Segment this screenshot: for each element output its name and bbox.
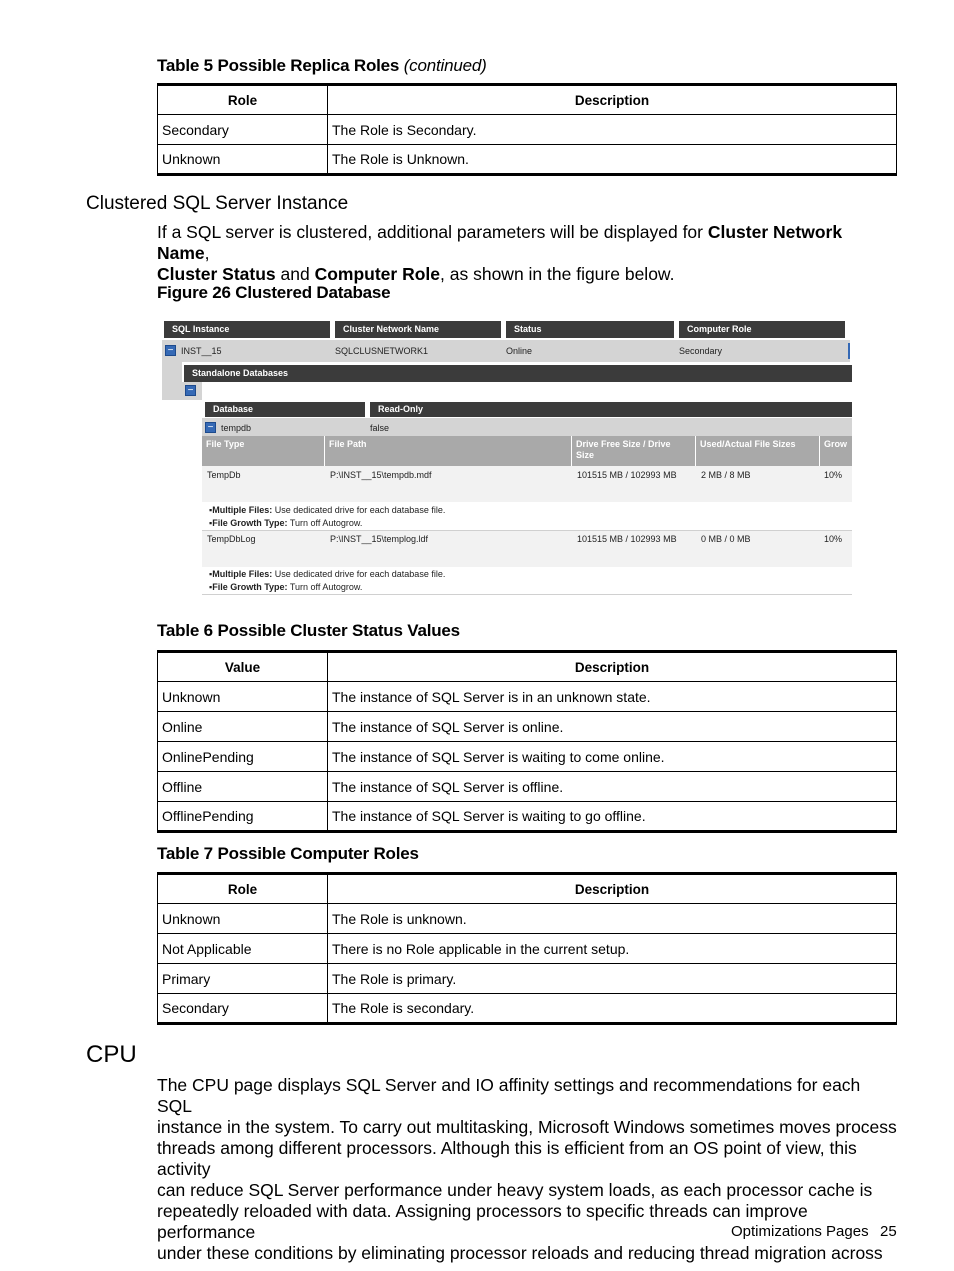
- collapse-icon[interactable]: −: [185, 385, 196, 396]
- read-only-value: false: [370, 423, 390, 433]
- col-header-status: Status: [506, 321, 674, 338]
- instance-name: INST__15: [181, 346, 222, 356]
- paragraph-line: instance in the system. To carry out multitasking, Microsoft Windows sometimes moves process: [157, 1117, 897, 1137]
- scroll-edge: [848, 343, 850, 359]
- table6: [157, 650, 897, 833]
- table-row: [158, 964, 897, 994]
- page-number: 25: [880, 1223, 897, 1240]
- table-row: [158, 904, 897, 934]
- para-text: , as shown in the figure below.: [440, 264, 675, 284]
- table-cell: The Role is secondary.: [328, 994, 897, 1024]
- table-cell: The instance of SQL Server is waiting to go offline.: [328, 802, 897, 832]
- table-cell: Secondary: [158, 115, 328, 145]
- collapse-icon[interactable]: −: [165, 345, 176, 356]
- recommendation: ▪File Growth Type: Turn off Autogrow.: [209, 518, 363, 528]
- col-header-cluster-network-name: Cluster Network Name: [335, 321, 501, 338]
- recommendation-label: Multiple Files:: [212, 505, 273, 515]
- table-cell: The instance of SQL Server is waiting to come online.: [328, 742, 897, 772]
- col-header-file-path: File Path: [325, 436, 572, 466]
- col-header-sql-instance: SQL Instance: [164, 321, 330, 338]
- table-cell: Unknown: [158, 904, 328, 934]
- para-text: and: [275, 264, 315, 284]
- table-row: [158, 994, 897, 1024]
- recommendation: ▪File Growth Type: Turn off Autogrow.: [209, 582, 363, 592]
- paragraph-line: under these conditions by eliminating processor reloads and reducing thread migration across: [157, 1243, 883, 1263]
- file-type: TempDb: [207, 470, 241, 480]
- collapse-icon[interactable]: −: [205, 422, 216, 433]
- table-cell: Unknown: [158, 145, 328, 175]
- table7-caption: Table 7 Possible Computer Roles: [157, 844, 419, 863]
- table-cell: Unknown: [158, 682, 328, 712]
- section-heading-cpu: CPU: [86, 1041, 137, 1068]
- col-header-used-sizes: Used/Actual File Sizes: [696, 436, 820, 466]
- table-cell: Offline: [158, 772, 328, 802]
- recommendation-text: Turn off Autogrow.: [287, 518, 363, 528]
- table-header: Description: [328, 85, 897, 115]
- grow-value: 10%: [824, 470, 843, 480]
- cluster-status: Online: [506, 346, 533, 356]
- col-header-drive-size: Drive Free Size / Drive Size: [572, 436, 696, 466]
- table-header: Value: [158, 652, 328, 682]
- paragraph-line: The CPU page displays SQL Server and IO affinity settings and recommendations for each SQL: [157, 1075, 861, 1116]
- used-size: 0 MB / 0 MB: [701, 534, 751, 544]
- para-bold: Cluster Status: [157, 264, 276, 284]
- para-bold: Computer Role: [314, 264, 441, 284]
- figure26-caption: Figure 26 Clustered Database: [157, 283, 391, 302]
- footer-section-name: Optimizations Pages: [731, 1223, 869, 1240]
- table-cell: The instance of SQL Server is offline.: [328, 772, 897, 802]
- para-bold: Cluster Network Name: [157, 222, 843, 263]
- table-row: [202, 466, 852, 502]
- recommendation-text: Turn off Autogrow.: [287, 582, 363, 592]
- table-cell: Primary: [158, 964, 328, 994]
- table-cell: The Role is Unknown.: [328, 145, 897, 175]
- table-cell: Online: [158, 712, 328, 742]
- table5: [157, 83, 897, 176]
- table-cell: The Role is primary.: [328, 964, 897, 994]
- recommendation-label: File Growth Type:: [212, 582, 288, 592]
- recommendation: ▪Multiple Files: Use dedicated drive for each database file.: [209, 569, 446, 579]
- table5-caption: [157, 56, 487, 76]
- col-header-grow: Grow: [820, 436, 852, 466]
- clustered-paragraph: [157, 222, 899, 285]
- col-header-read-only: Read-Only: [370, 402, 852, 417]
- used-size: 2 MB / 8 MB: [701, 470, 751, 480]
- file-type: TempDbLog: [207, 534, 256, 544]
- table-row: [158, 742, 897, 772]
- table-header: Role: [158, 85, 328, 115]
- table-cell: Secondary: [158, 994, 328, 1024]
- para-text: If a SQL server is clustered, additional parameters will be displayed for: [157, 222, 708, 242]
- table-header: Role: [158, 874, 328, 904]
- drive-size: 101515 MB / 102993 MB: [577, 534, 677, 544]
- table7: [157, 872, 897, 1025]
- recommendation-text: Use dedicated drive for each database file.: [272, 505, 446, 515]
- recommendation-text: Use dedicated drive for each database file.: [272, 569, 446, 579]
- computer-role: Secondary: [679, 346, 723, 356]
- cluster-network-name: SQLCLUSNETWORK1: [335, 346, 429, 356]
- table-row: [158, 802, 897, 832]
- table-row: [158, 934, 897, 964]
- table-cell: Not Applicable: [158, 934, 328, 964]
- col-header-file-type: File Type: [202, 436, 325, 466]
- table-header: Description: [328, 874, 897, 904]
- table-cell: The Role is unknown.: [328, 904, 897, 934]
- table-cell: The instance of SQL Server is online.: [328, 712, 897, 742]
- col-header-computer-role: Computer Role: [679, 321, 845, 338]
- table-cell: The instance of SQL Server is in an unknown state.: [328, 682, 897, 712]
- table-header: Description: [328, 652, 897, 682]
- divider: [202, 594, 852, 595]
- database-name: tempdb: [221, 423, 252, 433]
- section-heading-clustered: Clustered SQL Server Instance: [86, 193, 349, 214]
- drive-size: 101515 MB / 102993 MB: [577, 470, 677, 480]
- table5-caption-suffix: (continued): [403, 56, 487, 75]
- paragraph-line: threads among different processors. Although this is efficient from an OS point of view, this activity: [157, 1138, 857, 1179]
- grow-value: 10%: [824, 534, 843, 544]
- table-row: [158, 145, 897, 175]
- paragraph-line: repeatedly reloaded with data. Assigning processors to specific threads can improve performance: [157, 1201, 808, 1242]
- table-row: [158, 115, 897, 145]
- standalone-databases-header: Standalone Databases: [184, 365, 852, 382]
- table-cell: OnlinePending: [158, 742, 328, 772]
- table-cell: OfflinePending: [158, 802, 328, 832]
- table-cell: The Role is Secondary.: [328, 115, 897, 145]
- table-row: [158, 772, 897, 802]
- table-row: [158, 712, 897, 742]
- table-row: [202, 531, 852, 567]
- file-path: P:\INST__15\tempdb.mdf: [330, 470, 432, 480]
- col-header-database: Database: [205, 402, 365, 417]
- recommendation-label: File Growth Type:: [212, 518, 288, 528]
- table5-caption-text: Table 5 Possible Replica Roles: [157, 56, 400, 75]
- gutter: [162, 362, 182, 400]
- para-text: ,: [204, 243, 210, 263]
- clustered-database-figure: [162, 319, 852, 596]
- paragraph-line: can reduce SQL Server performance under heavy system loads, as each processor cache is: [157, 1180, 873, 1200]
- database-row[interactable]: [202, 418, 852, 436]
- recommendation-label: Multiple Files:: [212, 569, 273, 579]
- file-path: P:\INST__15\templog.ldf: [330, 534, 429, 544]
- recommendation: ▪Multiple Files: Use dedicated drive for each database file.: [209, 505, 446, 515]
- table6-caption: Table 6 Possible Cluster Status Values: [157, 621, 460, 640]
- table-row: [158, 682, 897, 712]
- table-cell: There is no Role applicable in the current setup.: [328, 934, 897, 964]
